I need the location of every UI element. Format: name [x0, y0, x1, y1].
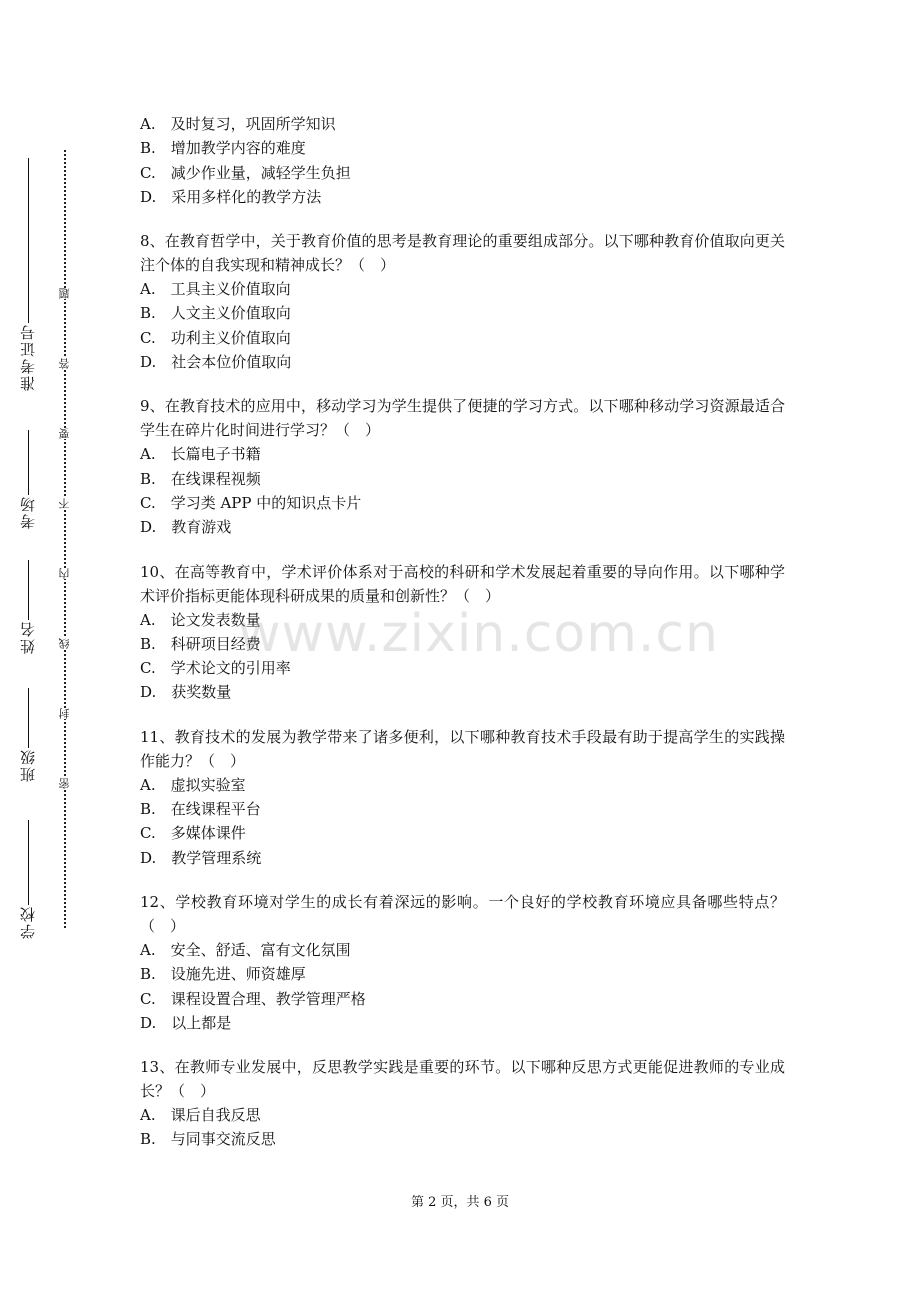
option-b[interactable]: B. 科研项目经费	[140, 634, 261, 653]
option-c[interactable]: C. 功利主义价值取向	[140, 328, 291, 347]
option-d[interactable]: D. 以上都是	[140, 1013, 232, 1032]
question-stem: 12、学校教育环境对学生的成长有着深远的影响。一个良好的学校教育环境应具备哪些特点？（ ）	[140, 892, 785, 935]
question-9	[140, 394, 785, 539]
question-stem: 8、在教育哲学中，关于教育价值的思考是教育理论的重要组成部分。以下哪种教育价值取向更关注个体的自我实现和精神成长？（ ）	[140, 232, 785, 275]
seal-char: 答	[58, 358, 71, 369]
option-b[interactable]: B. 在线课程平台	[140, 800, 261, 819]
seal-char: 要	[58, 428, 71, 439]
question-8	[140, 229, 785, 374]
exam-id-label: 准考证号	[19, 323, 37, 391]
option-d[interactable]: D. 社会本位价值取向	[140, 353, 292, 372]
name-label: 姓名	[19, 620, 37, 654]
seal-char: 密	[58, 778, 71, 789]
option-d[interactable]: D. 教育游戏	[140, 518, 232, 537]
question-13	[140, 1055, 785, 1152]
question-stem: 11、教育技术的发展为教学带来了诸多便利，以下哪种教育技术手段最有助于提高学生的实践操作能力？（ ）	[140, 727, 785, 770]
seal-char: 封	[58, 708, 71, 719]
option-b[interactable]: B. 增加教学内容的难度	[140, 139, 306, 158]
option-a[interactable]: A. 论文发表数量	[140, 610, 261, 629]
question-12	[140, 890, 785, 1035]
option-b[interactable]: B. 在线课程视频	[140, 469, 261, 488]
option-c[interactable]: C. 课程设置合理、教学管理严格	[140, 989, 366, 1008]
option-c[interactable]: C. 学术论文的引用率	[140, 659, 291, 678]
seal-line-text	[0, 150, 128, 930]
option-a[interactable]: A. 工具主义价值取向	[140, 280, 291, 299]
option-b[interactable]: B. 设施先进、师资雄厚	[140, 965, 306, 984]
question-stem: 13、在教师专业发展中，反思教学实践是重要的环节。以下哪种反思方式更能促进教师的专业成长？（ ）	[140, 1058, 785, 1101]
option-a[interactable]: A. 虚拟实验室	[140, 775, 246, 794]
exam-room-label: 考场	[19, 495, 37, 529]
question-stem: 9、在教育技术的应用中，移动学习为学生提供了便捷的学习方式。以下哪种移动学习资源最适合学生在碎片化时间进行学习？（ ）	[140, 397, 785, 440]
option-c[interactable]: C. 多媒体课件	[140, 824, 246, 843]
option-b[interactable]: B. 人文主义价值取向	[140, 304, 291, 323]
option-a[interactable]: A. 课后自我反思	[140, 1106, 261, 1125]
option-a[interactable]: A. 及时复习，巩固所学知识	[140, 115, 336, 133]
question-stem: 10、在高等教育中，学术评价体系对于高校的科研和学术发展起着重要的导向作用。以下哪种学术评价指标更能体现科研成果的质量和创新性？（ ）	[140, 562, 785, 605]
page-footer: 第 2 页，共 6 页	[410, 1195, 510, 1210]
seal-char: 题	[58, 288, 71, 299]
option-b[interactable]: B. 与同事交流反思	[140, 1130, 276, 1149]
option-a[interactable]: A. 安全、舒适、富有文化氛围	[140, 940, 351, 959]
school-label: 学校	[19, 905, 37, 939]
seal-char: 不	[58, 498, 71, 509]
question-11	[140, 725, 785, 870]
option-d[interactable]: D. 教学管理系统	[140, 848, 262, 867]
option-a[interactable]: A. 长篇电子书籍	[140, 445, 261, 464]
option-c[interactable]: C. 减少作业量，减轻学生负担	[140, 163, 351, 182]
option-d[interactable]: D. 获奖数量	[140, 683, 232, 702]
option-d[interactable]: D. 采用多样化的教学方法	[140, 187, 322, 206]
watermark: www.zixin.com.cn	[238, 604, 719, 664]
seal-char: 线	[58, 638, 71, 649]
seal-char: 内	[58, 568, 71, 579]
question-7-continued	[140, 112, 785, 209]
option-c[interactable]: C. 学习类 APP 中的知识点卡片	[140, 493, 362, 512]
class-label: 班级	[19, 748, 37, 782]
